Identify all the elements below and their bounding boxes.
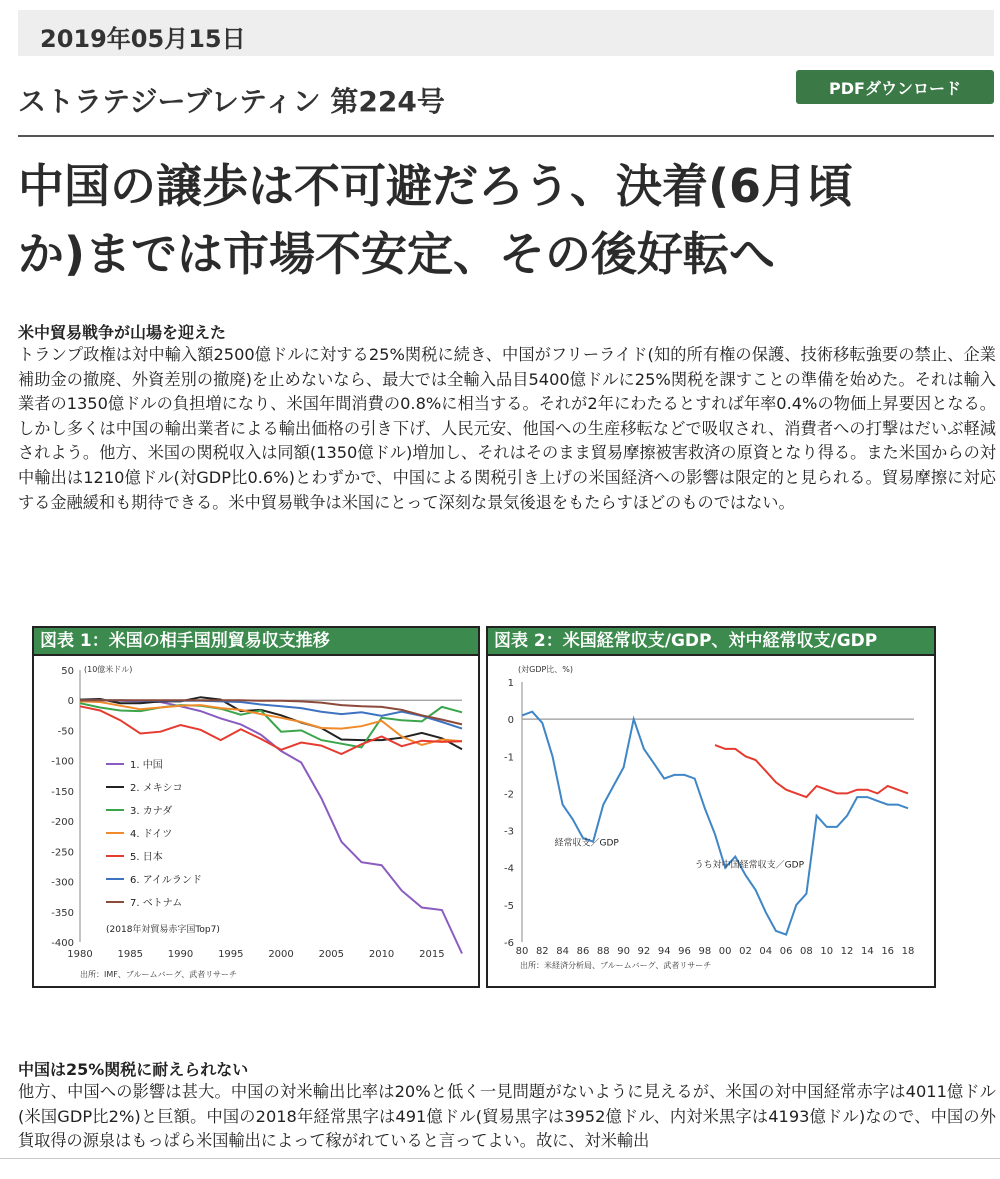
- series-title: ストラテジーブレティン 第224号: [18, 85, 445, 118]
- legend-label: 5. 日本: [130, 852, 163, 863]
- y-tick-label: -2: [504, 789, 514, 801]
- x-tick-label: 2000: [268, 949, 294, 960]
- legend-label: 6. アイルランド: [130, 875, 202, 886]
- legend-label: 3. カナダ: [130, 806, 173, 817]
- y-tick-label: -100: [51, 756, 74, 768]
- figure-1-title: 図表 1：米国の相手国別貿易収支推移: [34, 628, 478, 656]
- date-bar: [18, 10, 994, 56]
- series-label: うち対中国経常収支／GDP: [694, 860, 805, 871]
- y-tick-label: 0: [67, 696, 74, 708]
- legend-label: 1. 中国: [130, 760, 163, 771]
- x-tick-label: 12: [840, 946, 854, 957]
- y-tick-label: -1: [504, 752, 514, 764]
- x-tick-label: 1990: [167, 949, 194, 960]
- y-tick-label: -4: [504, 863, 514, 875]
- x-tick-label: 86: [576, 946, 590, 957]
- page-bottom-divider: [0, 1158, 1000, 1159]
- header-divider: [18, 135, 994, 137]
- series-label: 経常収支／GDP: [554, 838, 619, 849]
- figure-2: [486, 626, 936, 988]
- x-tick-label: 10: [820, 946, 834, 957]
- y-tick-label: -150: [51, 786, 74, 798]
- y-tick-label: -50: [57, 726, 74, 738]
- x-tick-label: 90: [617, 946, 630, 957]
- x-tick-label: 80: [515, 946, 529, 957]
- x-tick-label: 18: [901, 946, 915, 957]
- x-tick-label: 02: [739, 946, 752, 957]
- y-tick-label: -350: [51, 907, 74, 919]
- chart-source: 出所：IMF、ブルームバーグ、武者リサーチ: [80, 970, 238, 979]
- series-line: [80, 701, 462, 745]
- section1-body: トランプ政権は対中輸入額2500億ドルに対する25%関税に続き、中国がフリーライド(知的所有権の保護、技術移転強要の禁止、企業補助金の撤廃、外資差別の撤廃)を止めないなら、最大では全輸入品目5400億ドルに25%関税を課すことの準備を始めた。それは輸入業者の1350億ドルの負担増になり、米国年間消費の0.8%に相当する。それが2年にわたるとすれば年率0.4%の物価上昇要因となる。しかし多くは中国の輸出業者による輸出価格の引き下げ、人民元安、他国への生産移転などで吸収され、消費者への打撃はだいぶ軽減されよう。他方、米国の関税収入は同額(1350億ドル)増加し、それはそのまま貿易摩擦被害救済の原資となり得る。また米国からの対中輸出は1210億ドル(対GDP比0.6%)とわずかで、中国による関税引き上げの米国経済への影響は限定的と見られる。貿易摩擦に対応する金融緩和も期待できる。米中貿易戦争は米国にとって深刻な景気後退をもたらすほどのものではない。: [18, 345, 996, 512]
- x-tick-label: 14: [861, 946, 874, 957]
- x-tick-label: 2015: [419, 949, 445, 960]
- pdf-download-button[interactable]: PDFダウンロード: [796, 70, 994, 104]
- y-tick-label: -400: [51, 938, 74, 949]
- figure-2-chart: [488, 656, 934, 986]
- y-tick-label: -5: [504, 900, 514, 912]
- unit-label: (10億米ドル): [84, 665, 133, 674]
- x-tick-label: 88: [596, 946, 610, 957]
- x-tick-label: 82: [535, 946, 549, 957]
- x-tick-label: 92: [637, 946, 651, 957]
- figure-1: [32, 626, 480, 988]
- chart-source: 出所：米経済分析局、ブルームバーグ、武者リサーチ: [520, 961, 712, 970]
- x-tick-label: 94: [657, 946, 671, 957]
- figure-1-chart: [34, 656, 478, 986]
- x-tick-label: 2010: [368, 949, 395, 960]
- x-tick-label: 1995: [218, 949, 244, 960]
- headline: [18, 152, 978, 288]
- unit-label: (対GDP比、%): [518, 665, 574, 674]
- publish-date: 2019年05月15日: [40, 25, 246, 53]
- x-tick-label: 96: [678, 946, 691, 957]
- y-tick-label: -6: [504, 938, 514, 949]
- headline-line2: か)までは市場不安定、その後好転へ: [18, 227, 776, 281]
- legend-label: 4. ドイツ: [130, 829, 173, 840]
- x-tick-label: 1980: [67, 949, 93, 960]
- legend-label: 7. ベトナム: [130, 898, 183, 909]
- x-tick-label: 1985: [117, 949, 143, 960]
- y-tick-label: 0: [507, 715, 514, 727]
- headline-line1: 中国の譲歩は不可避だろう、決着(6月頃: [18, 159, 854, 213]
- section2-title: 中国は25%関税に耐えられない: [18, 1060, 249, 1079]
- x-tick-label: 08: [800, 946, 813, 957]
- y-tick-label: 1: [507, 678, 514, 689]
- y-tick-label: -250: [51, 847, 74, 859]
- section2-body: 他方、中国への影響は甚大。中国の対米輸出比率は20%と低く一見問題がないように見えるが、米国の対中国経常赤字は4011億ドル(米国GDP比2%)と巨額。中国の2018年経常黒字は491億ドル(貿易黒字は3952億ドル、内対米黒字は4193億ドル)なので、中国の外貨取得の源泉はもっぱら米国輸出によって稼がれていると言ってよい。故に、対米輸出: [18, 1082, 996, 1151]
- y-tick-label: -200: [51, 817, 74, 829]
- legend-label: 2. メキシコ: [130, 783, 183, 794]
- y-tick-label: -300: [51, 877, 74, 889]
- series-line: [80, 700, 462, 728]
- section1-title: 米中貿易戦争が山場を迎えた: [18, 323, 227, 342]
- y-tick-label: -3: [504, 826, 514, 838]
- x-tick-label: 06: [779, 946, 793, 957]
- x-tick-label: 04: [759, 946, 773, 957]
- legend-note: (2018年対貿易赤字国Top7): [106, 925, 220, 935]
- x-tick-label: 00: [718, 946, 732, 957]
- y-tick-label: 50: [61, 666, 74, 677]
- x-tick-label: 2005: [318, 949, 345, 960]
- x-tick-label: 16: [881, 946, 895, 957]
- x-tick-label: 84: [556, 946, 569, 957]
- figure-2-title: 図表 2：米国経常収支/GDP、対中経常収支/GDP: [488, 628, 934, 656]
- series-line: [715, 745, 908, 797]
- x-tick-label: 98: [698, 946, 712, 957]
